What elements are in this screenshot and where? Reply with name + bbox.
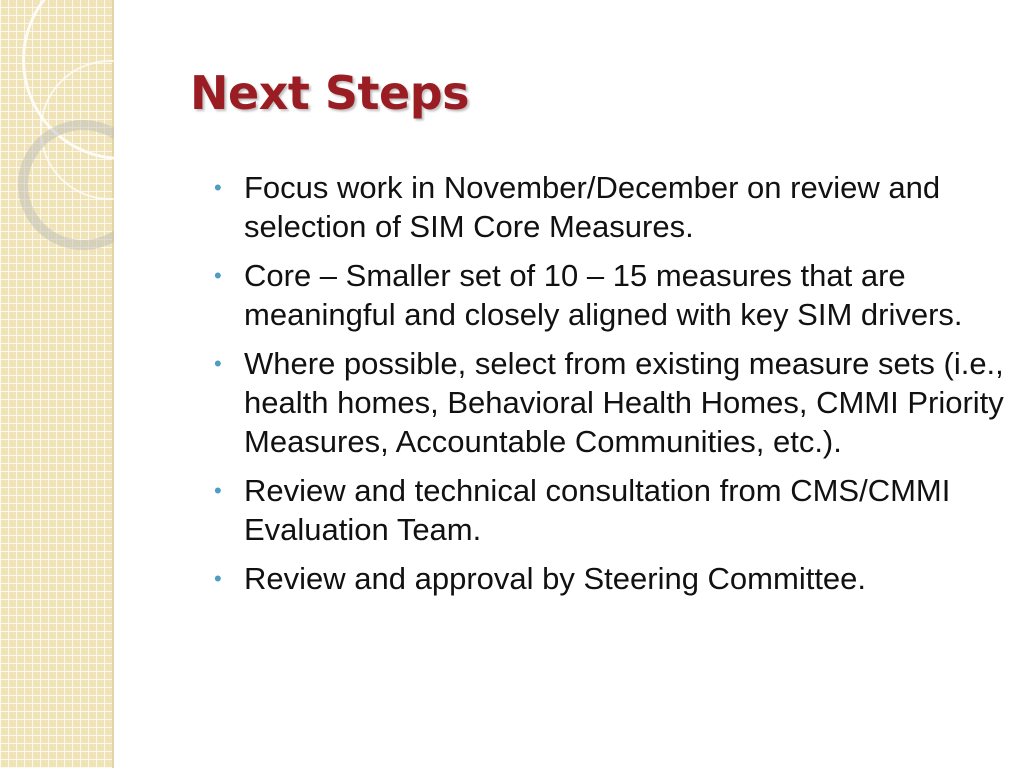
bullet-icon: • — [214, 263, 222, 288]
bullet-item — [214, 471, 1004, 549]
bullet-list — [214, 168, 1004, 608]
bullet-item — [214, 344, 1004, 461]
bullet-icon: • — [214, 351, 222, 376]
bullet-item — [214, 256, 1004, 334]
decorative-rings — [0, 0, 114, 768]
bullet-icon: • — [214, 566, 222, 591]
bullet-text: Review and technical consultation from CMS/CMMI Evaluation Team. — [244, 473, 951, 547]
bullet-item — [214, 168, 1004, 246]
slide-title: Next Steps — [190, 66, 469, 120]
bullet-item — [214, 559, 1004, 598]
bullet-text: Focus work in November/December on review and selection of SIM Core Measures. — [244, 170, 941, 244]
bullet-text: Review and approval by Steering Committee. — [244, 561, 867, 596]
bullet-text: Core – Smaller set of 10 – 15 measures that are meaningful and closely aligned with key SIM drivers. — [244, 258, 963, 332]
bullet-icon: • — [214, 478, 222, 503]
ring-decoration — [18, 120, 114, 250]
bullet-text: Where possible, select from existing measure sets (i.e., health homes, Behavioral Health Homes, CMMI Priority Measures, Accountable Communities, etc.). — [244, 346, 1004, 459]
bullet-icon: • — [214, 175, 222, 200]
